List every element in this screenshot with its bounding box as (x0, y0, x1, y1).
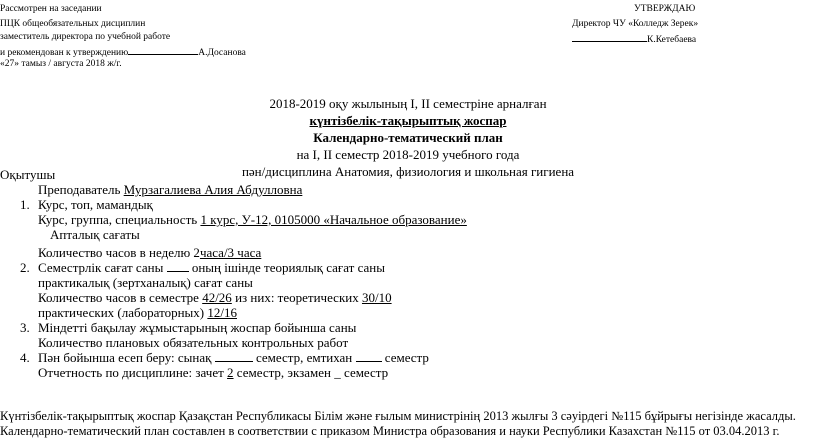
item-2-number: 2. (20, 260, 30, 275)
item-4-blank-2 (356, 351, 382, 362)
header-right-signer: К.Кетебаева (647, 35, 697, 45)
title-line-4: на І, ІІ семестр 2018-2019 учебного года (296, 147, 520, 162)
item-3-ru: Количество плановых обязательных контрольных работ (38, 335, 349, 350)
title-line-5: пән/дисциплина Анатомия, физиология и школьная гигиена (241, 164, 575, 179)
footer-kz: Күнтізбелік-тақырыптық жоспар Қазақстан Республикасы Білім және ғылым министрінің 2013 жылғы 3 сәуірдегі №115 бұйрығы негізінде жасалды. (0, 409, 796, 423)
item-4-blank-1 (215, 351, 253, 362)
item-4-kz-c: семестр (384, 350, 429, 365)
item-2-kz-practice: практикалық (зертханалық) сағат саны (38, 275, 253, 290)
signature-line-right (572, 31, 647, 42)
item-2-ru-practice: 12/16 (207, 305, 237, 320)
item-4-kz (38, 350, 429, 366)
item-4-ru-a: Отчетность по дисциплине: зачет (38, 365, 224, 380)
item-3-kz: Міндетті бақылау жұмыстарының жоспар бойынша саны (38, 320, 357, 335)
item-1-weekly-ru-value: часа/3 часа (199, 245, 262, 260)
header-left-line-2: ПЦК общеобязательных дисциплин (0, 19, 146, 29)
signature-line-left (128, 44, 198, 55)
item-4-ru-b: 2 (227, 365, 234, 380)
item-4-kz-b: семестр, емтихан (255, 350, 353, 365)
item-2-ru-practice-prefix: практических (лабораторных) (38, 305, 205, 320)
item-2-ru-prefix: Количество часов в семестре (38, 290, 199, 305)
title-line-2: күнтізбелік-тақырыптық жоспар (309, 113, 507, 128)
title-line-3: Календарно-тематический план (313, 130, 503, 145)
header-right-line-1: УТВЕРЖДАЮ (634, 4, 696, 14)
item-2-ru-practice-row (38, 305, 237, 321)
item-4-number: 4. (20, 350, 30, 365)
item-1-weekly-kz: Апталық сағаты (50, 227, 140, 242)
header-right-line-3 (572, 31, 696, 46)
title-line-1: 2018-2019 оқу жылының І, ІІ семестріне арналған (269, 96, 547, 111)
item-4-ru (38, 365, 388, 381)
item-1-ru-prefix: Курс, группа, специальность (38, 212, 198, 227)
item-1-weekly-ru (38, 245, 261, 261)
item-2-ru-mid: из них: теоретических (235, 290, 359, 305)
item-1-weekly-ru-prefix: Количество часов в неделю 2 (38, 245, 200, 260)
header-left-signer: А.Досанова (198, 48, 246, 58)
item-2-ru-theory: 30/10 (361, 290, 392, 305)
header-left-line-5: «27» тамыз / августа 2018 ж/г. (0, 59, 122, 69)
item-1-kz: Курс, топ, мамандық (38, 197, 153, 212)
header-right-line-2: Директор ЧУ «Колледж Зерек» (572, 19, 699, 29)
item-1-number: 1. (20, 197, 30, 212)
teacher-name: Мурзагалиева Алия Абдулловна (123, 182, 303, 197)
header-left-line-1: Рассмотрен на заседании (0, 4, 102, 14)
item-2-ru (38, 290, 392, 306)
header-left-line-4-text: и рекомендован к утверждению (0, 48, 129, 58)
footer-ru: Календарно-тематический план составлен в соответствии с приказом Министра образования и науки Республики Казахстан №115 от 03.04.2013 г. (0, 424, 780, 438)
item-2-kz-b: оның ішінде теориялық сағат саны (191, 260, 385, 275)
teacher-kz-label: Оқытушы (0, 167, 56, 182)
item-1-ru-value: 1 курс, У-12, 0105000 «Начальное образование» (200, 212, 467, 227)
item-2-kz-a: Семестрлік сағат саны (38, 260, 164, 275)
header-left-line-3: заместитель директора по учебной работе (0, 32, 171, 42)
teacher-row (38, 182, 302, 198)
item-2-kz (38, 260, 385, 276)
item-2-ru-sem: 42/26 (202, 290, 232, 305)
item-1-ru (38, 212, 467, 228)
item-4-ru-c: семестр, экзамен _ семестр (236, 365, 389, 380)
item-2-blank (167, 261, 189, 272)
header-left-line-4 (0, 44, 246, 59)
item-4-kz-a: Пән бойынша есеп беру: сынақ (38, 350, 212, 365)
item-3-number: 3. (20, 320, 30, 335)
teacher-label: Преподаватель (38, 182, 121, 197)
